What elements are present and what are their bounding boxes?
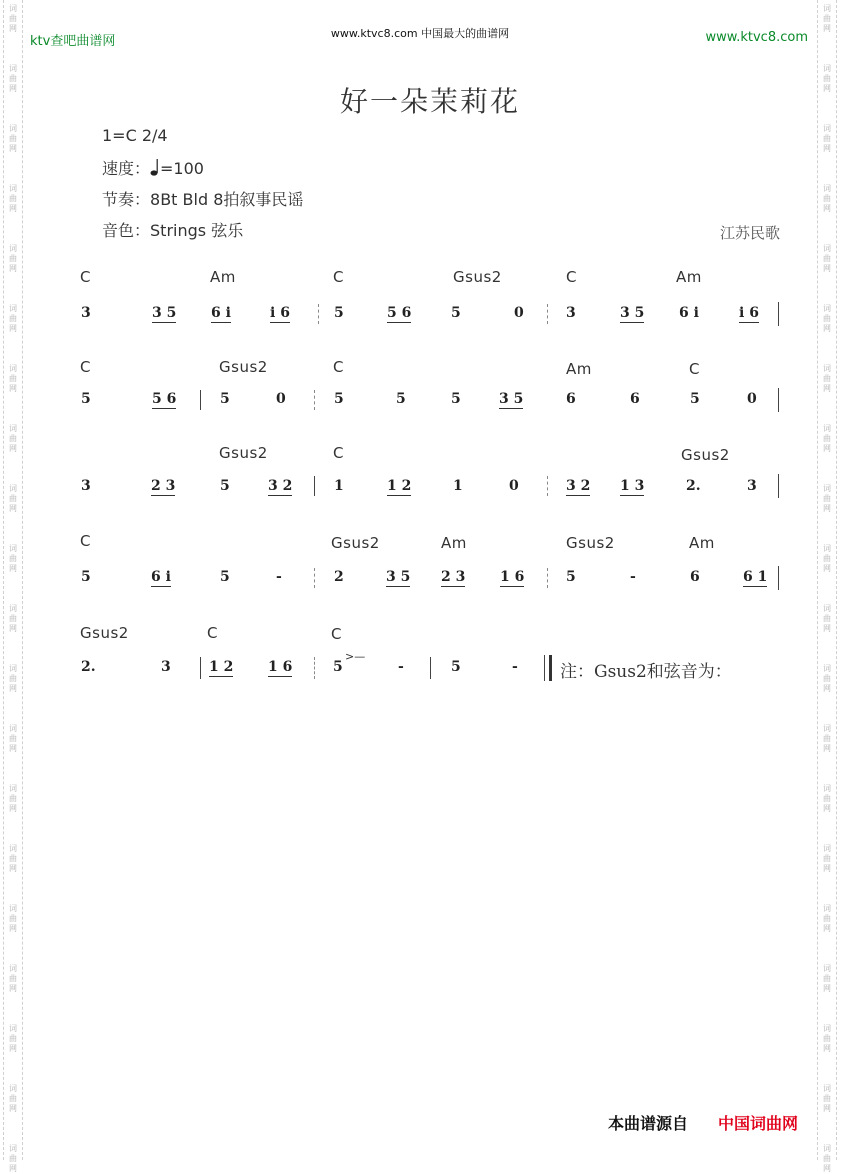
watermark-mark: 词 曲 网	[823, 124, 831, 153]
chord-label: C	[333, 444, 344, 462]
note: 1 6	[500, 569, 525, 585]
chord-label: Gsus2	[453, 268, 502, 286]
note: 6 i	[679, 305, 699, 321]
bar-line	[430, 657, 431, 679]
note: 1 2	[387, 478, 412, 494]
watermark-mark: 词 曲 网	[823, 364, 831, 393]
watermark-mark: 词 曲 网	[823, 184, 831, 213]
chord-label: Am	[689, 534, 715, 552]
watermark-mark: 词 曲 网	[823, 4, 831, 33]
watermark-mark: 词 曲 网	[823, 484, 831, 513]
note: 0	[514, 305, 524, 321]
footer-source-label: 本曲谱源自	[608, 1114, 689, 1133]
note: -	[630, 569, 636, 585]
note: 6 i	[151, 569, 171, 585]
note: 1	[453, 478, 463, 494]
composer: 江苏民歌	[719, 224, 780, 242]
note: 5	[81, 391, 91, 407]
note: 5	[220, 478, 230, 494]
chord-label: Gsus2	[219, 444, 268, 462]
note: 1 6	[268, 659, 293, 675]
watermark-mark: 词 曲 网	[823, 904, 831, 933]
watermark-mark: 词 曲 网	[9, 304, 17, 333]
note: 1	[334, 478, 344, 494]
watermark-mark: 词 曲 网	[9, 424, 17, 453]
note: i 6	[270, 305, 290, 321]
note: 5	[333, 659, 343, 675]
footer-source-site[interactable]: 中国词曲网	[718, 1114, 799, 1133]
watermark-mark: 词 曲 网	[823, 244, 831, 273]
watermark-mark: 词 曲 网	[823, 604, 831, 633]
header-site-name[interactable]: ktv查吧曲谱网	[30, 34, 116, 49]
note: 5	[566, 569, 576, 585]
note: -	[398, 659, 404, 675]
chord-label: Am	[566, 360, 592, 378]
note: 0	[509, 478, 519, 494]
watermark-mark: 词 曲 网	[823, 64, 831, 93]
watermark-mark: 词 曲 网	[9, 244, 17, 273]
watermark-mark: 词 曲 网	[9, 4, 17, 33]
rhythm-line	[102, 187, 303, 210]
watermark-mark: 词 曲 网	[823, 784, 831, 813]
note: 3 2	[566, 478, 591, 494]
note: 5	[334, 305, 344, 321]
bar-line	[314, 390, 315, 410]
note: 3	[81, 305, 91, 321]
note: -	[512, 659, 518, 675]
note: 2.	[686, 478, 701, 494]
watermark-mark: 词 曲 网	[823, 724, 831, 753]
timbre-line	[102, 218, 243, 241]
note: 6 1	[743, 569, 768, 585]
note: 5	[334, 391, 344, 407]
note: 6	[630, 391, 640, 407]
note: -	[276, 569, 282, 585]
note: 0	[747, 391, 757, 407]
watermark-mark: 词 曲 网	[9, 124, 17, 153]
chord-label: C	[333, 358, 344, 376]
watermark-mark: 词 曲 网	[9, 964, 17, 993]
note: i 6	[739, 305, 759, 321]
chord-label: C	[689, 360, 700, 378]
bar-line	[318, 304, 319, 324]
watermark-mark: 词 曲 网	[823, 424, 831, 453]
timbre-value: Strings 弦乐	[150, 221, 244, 240]
chord-label: Am	[441, 534, 467, 552]
bar-line	[544, 655, 545, 681]
note: 3	[81, 478, 91, 494]
key-meter: 1=C 2/4	[102, 126, 168, 145]
bar-line	[314, 657, 315, 679]
chord-label: Gsus2	[80, 624, 129, 642]
note: 1 3	[620, 478, 645, 494]
note: 3	[747, 478, 757, 494]
note: 5	[451, 391, 461, 407]
watermark-mark: 词 曲 网	[823, 1084, 831, 1113]
chord-label: C	[333, 268, 344, 286]
note: 5	[451, 659, 461, 675]
note: 3 5	[152, 305, 177, 321]
chord-label: C	[80, 268, 91, 286]
chord-label: C	[331, 625, 342, 643]
watermark-mark: 词 曲 网	[823, 544, 831, 573]
note: 3	[161, 659, 171, 675]
rhythm-label: 节奏：	[102, 190, 151, 209]
note: 5	[396, 391, 406, 407]
bar-line	[314, 476, 315, 496]
bar-line	[200, 657, 201, 679]
watermark-mark: 词 曲 网	[823, 1024, 831, 1053]
watermark-mark: 词 曲 网	[823, 964, 831, 993]
note: 3 2	[268, 478, 293, 494]
note: 2.	[81, 659, 96, 675]
watermark-mark: 词 曲 网	[823, 304, 831, 333]
left-watermark-strip	[3, 0, 23, 1173]
watermark-mark: 词 曲 网	[9, 724, 17, 753]
final-bar-line	[549, 655, 552, 681]
tempo-value: =100	[160, 159, 204, 178]
chord-label: Gsus2	[219, 358, 268, 376]
note: 5 6	[387, 305, 412, 321]
watermark-mark: 词 曲 网	[823, 844, 831, 873]
note: 1 2	[209, 659, 234, 675]
accent-mark: >—	[345, 650, 366, 663]
watermark-mark: 词 曲 网	[9, 1144, 17, 1173]
note: 5 6	[152, 391, 177, 407]
chord-label: Gsus2	[566, 534, 615, 552]
chord-label: C	[80, 358, 91, 376]
note: 6 i	[211, 305, 231, 321]
note: 5	[81, 569, 91, 585]
watermark-mark: 词 曲 网	[823, 664, 831, 693]
note: 6	[566, 391, 576, 407]
chord-remark: 注：Gsus2和弦音为：	[560, 662, 732, 682]
chord-label: Gsus2	[331, 534, 380, 552]
bar-line	[778, 302, 779, 326]
watermark-mark: 词 曲 网	[9, 364, 17, 393]
rhythm-value: 8Bt Bld 8拍叙事民谣	[150, 190, 304, 209]
song-title: 好一朵茉莉花	[339, 85, 520, 118]
bar-line	[778, 566, 779, 590]
note: 2 3	[151, 478, 176, 494]
bar-line	[200, 390, 201, 410]
note: 0	[276, 391, 286, 407]
bar-line	[547, 568, 548, 588]
tempo-line	[102, 156, 204, 180]
watermark-mark: 词 曲 网	[9, 484, 17, 513]
header-slogan: www.ktvc8.com 中国最大的曲谱网	[330, 27, 510, 40]
note: 3 5	[386, 569, 411, 585]
timbre-label: 音色：	[102, 221, 151, 240]
header-site-url[interactable]: www.ktvc8.com	[705, 30, 808, 45]
chord-label: Gsus2	[681, 446, 730, 464]
watermark-mark: 词 曲 网	[9, 184, 17, 213]
chord-label: Am	[210, 268, 236, 286]
watermark-mark: 词 曲 网	[9, 64, 17, 93]
chord-label: Am	[676, 268, 702, 286]
note: 5	[220, 569, 230, 585]
watermark-mark: 词 曲 网	[9, 1024, 17, 1053]
watermark-mark: 词 曲 网	[823, 1144, 831, 1173]
tempo-label: 速度：	[102, 159, 151, 178]
watermark-mark: 词 曲 网	[9, 664, 17, 693]
note: 3 5	[620, 305, 645, 321]
note: 3 5	[499, 391, 524, 407]
note: 5	[220, 391, 230, 407]
watermark-mark: 词 曲 网	[9, 784, 17, 813]
quarter-note-icon	[150, 158, 160, 180]
bar-line	[547, 304, 548, 324]
bar-line	[314, 568, 315, 588]
watermark-mark: 词 曲 网	[9, 844, 17, 873]
note: 2 3	[441, 569, 466, 585]
bar-line	[778, 388, 779, 412]
note: 5	[690, 391, 700, 407]
bar-line	[547, 476, 548, 496]
note: 5	[451, 305, 461, 321]
watermark-mark: 词 曲 网	[9, 904, 17, 933]
watermark-mark: 词 曲 网	[9, 604, 17, 633]
chord-label: C	[566, 268, 577, 286]
note: 2	[334, 569, 344, 585]
note: 3	[566, 305, 576, 321]
chord-label: C	[207, 624, 218, 642]
watermark-mark: 词 曲 网	[9, 1084, 17, 1113]
watermark-mark: 词 曲 网	[9, 544, 17, 573]
note: 6	[690, 569, 700, 585]
bar-line	[778, 474, 779, 498]
right-watermark-strip	[817, 0, 837, 1173]
chord-label: C	[80, 532, 91, 550]
